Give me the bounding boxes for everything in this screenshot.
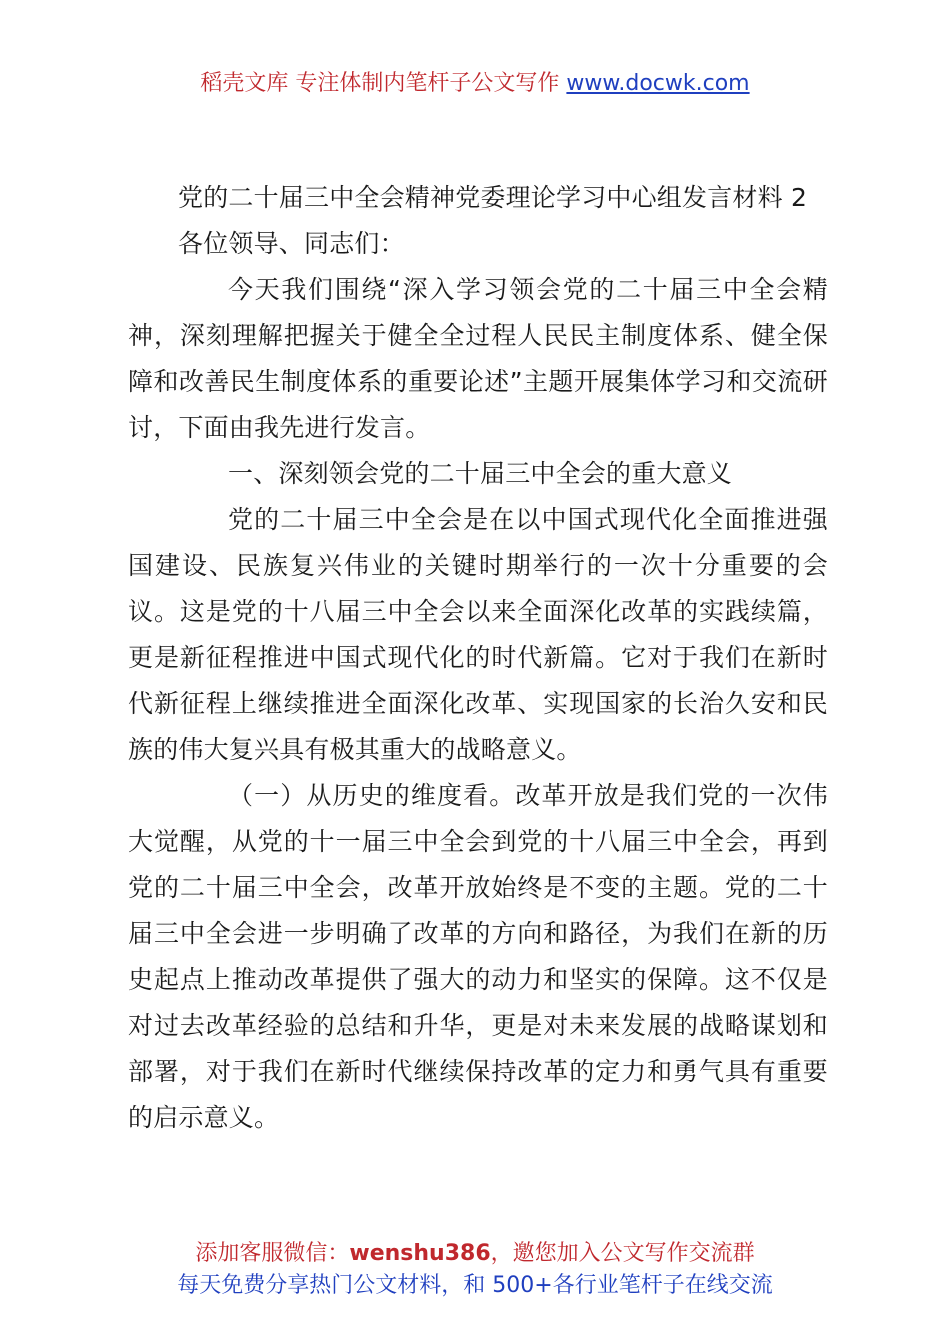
footer-contact-line	[0, 1238, 950, 1270]
footer-contact-prefix: 添加客服微信：	[195, 1241, 350, 1266]
footer-wechat-id: wenshu386	[349, 1241, 491, 1266]
greeting: 各位领导、同志们：	[178, 229, 405, 258]
footer-contact-suffix: ，邀您加入公文写作交流群	[490, 1241, 755, 1266]
section-heading-1: 一、深刻领会党的二十届三中全会的重大意义	[228, 459, 733, 488]
document-title: 党的二十届三中全会精神党委理论学习中心组发言材料 2	[178, 183, 808, 212]
page-header	[0, 68, 950, 100]
document-body	[128, 175, 828, 1141]
footer-promo-line: 每天免费分享热门公文材料，和 500+各行业笔杆子在线交流	[177, 1273, 773, 1298]
paragraph-significance: 党的二十届三中全会是在以中国式现代化全面推进强国建设、民族复兴伟业的关键时期举行的一次十分重要的会议。这是党的十八届三中全会以来全面深化改革的实践续篇，更是新征程推进中国式现代化的时代新篇。它对于我们在新时代新征程上继续推进全面深化改革、实现国家的长治久安和民族的伟大复兴具有极其重大的战略意义。	[128, 505, 828, 764]
paragraph-history: （一）从历史的维度看。改革开放是我们党的一次伟大觉醒，从党的十一届三中全会到党的十八届三中全会，再到党的二十届三中全会，改革开放始终是不变的主题。党的二十届三中全会进一步明确了改革的方向和路径，为我们在新的历史起点上推动改革提供了强大的动力和坚实的保障。这不仅是对过去改革经验的总结和升华，更是对未来发展的战略谋划和部署，对于我们在新时代继续保持改革的定力和勇气具有重要的启示意义。	[128, 781, 828, 1132]
header-tagline: 稻壳文库 专注体制内笔杆子公文写作	[200, 71, 567, 96]
header-website-link[interactable]: www.docwk.com	[566, 71, 750, 96]
page-footer	[0, 1238, 950, 1302]
paragraph-intro: 今天我们围绕“深入学习领会党的二十届三中全会精神，深刻理解把握关于健全全过程人民民主制度体系、健全保障和改善民生制度体系的重要论述”主题开展集体学习和交流研讨，下面由我先进行发言。	[128, 275, 828, 442]
